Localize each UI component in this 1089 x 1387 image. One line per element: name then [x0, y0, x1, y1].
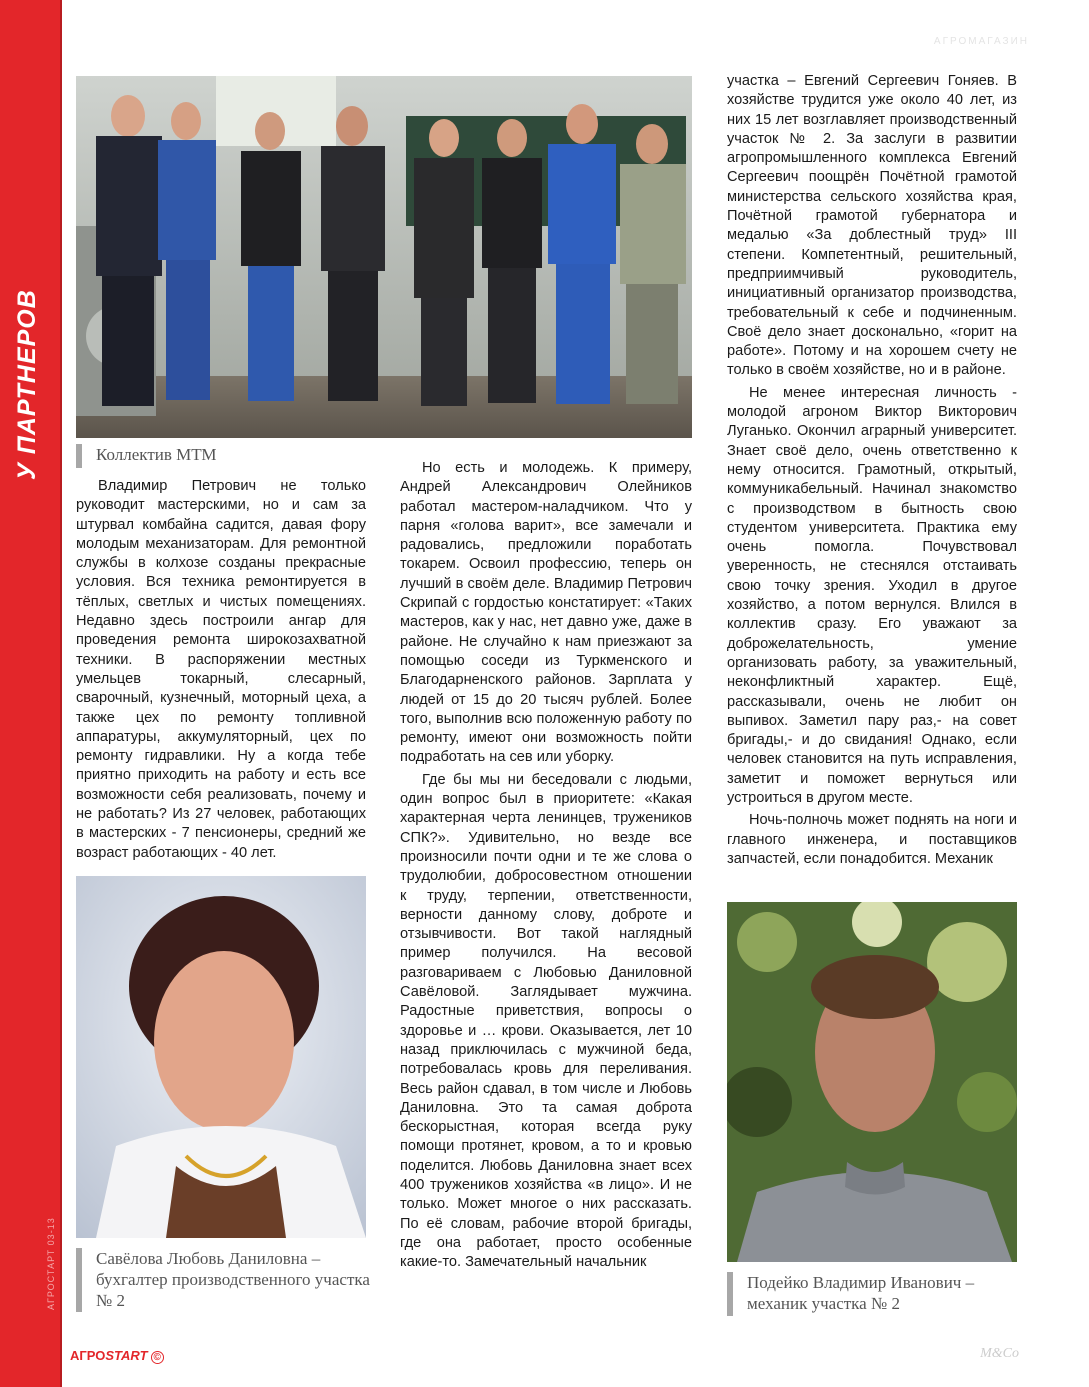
publication-logo	[70, 1348, 164, 1363]
article-column-3	[727, 72, 1017, 872]
paragraph: Но есть и молодежь. К примеру, Андрей Александрович Олейников работал мастером-наладчиком. Что у парня «голова варит», все замечали и радовались, предложили поработать токарем. Освоил профессию, теперь он лучший в своём деле. Владимир Петрович Скрипай с гордостью констатирует: «Таких мастеров, как у нас, нет давно уже, даже в районе. Не случайно к нам приезжают за помощью соседи из Туркменского и Благодарненского районов. Зарплата у людей от 15 до 20 тысяч рублей. Более того, выполнив всю положенную работу по ремонту, имеют они возможность пойти подработать на сев или уборку.	[400, 460, 692, 766]
logo-start: START	[105, 1348, 148, 1363]
section-title: У ПАРТНЕРОВ	[13, 289, 41, 480]
caption-text: Савёлова Любовь Даниловна – бухгалтер производственного участка № 2	[96, 1249, 370, 1310]
paragraph: участка – Евгений Сергеевич Гоняев. В хозяйстве трудится уже около 40 лет, из них 15 лет возглавляет производственный участок № 2. За заслуги в развитии агропромышленного комплекса Евгений Сергеевич поощрён Почётной грамотой министерства сельского хозяйства края, Почётной грамотой губернатора и медалью «За доблестный труд» III степени. Компетентный, решительный, предприимчивый руководитель, инициативный организатор производства, требовательный к себе и подчиненным. Своё дело знает досконально, «горит на работе». Потому и на хорошем счету не только в своём хозяйстве, но и в районе.	[727, 73, 1017, 379]
paragraph: Владимир Петрович не только руководит мастерскими, но и сам за штурвал комбайна садится, давая фору молодым механизаторам. Для ремонтной службы в колхозе созданы прекрасные условия. Вся техника ремонтируется в тёплых, светлых и чистых помещениях. Недавно здесь построили ангар для проведения ремонта широкозахватной техники. В распоряжении местных умельцев токарный, слесарный, сварочный, кузнечный, моторный цеха, а также цех по ремонту топливной аппаратуры, аккумуляторный, цех по ремонту гидравлики. Ну а когда тебе приятно приходить на работу и есть все возможности себя реализовать, почему и не работать? Из 27 человек, работающих в мастерских - 7 пенсионеры, средний же возраст работающих - 40 лет.	[76, 478, 366, 861]
logo-registered-icon: ©	[151, 1351, 164, 1364]
podeyko-photo	[727, 902, 1017, 1262]
footer-mark: M&Co	[980, 1346, 1019, 1361]
savelova-photo	[76, 876, 366, 1238]
savelova-caption	[76, 1248, 376, 1312]
article-column-2	[400, 459, 692, 1275]
paragraph: Где бы мы ни беседовали с людьми, один вопрос был в приоритете: «Какая характерная черта ленинцев, тружеников СПК?». Удивительно, но везде все произносили почти одни и те же слова о трудолюбии, добросовестном отношении к труду, терпении, ответственности, верности данному слову, доброте и отзывчивости. Вот такой наглядный пример получился. На весовой разговариваем с Любовью Даниловной Савёловой. Заглядывает мужчина. Радостные приветствия, вопросы о здоровье и … крови. Оказывается, лет 10 назад приключилась с мужчиной беда, потребовалась кровь для переливания. Весь район сдавал, в том числе и Любовь Даниловна. Это та самая доброта бескорыстная, которая всегда руку помощи протянет, кровом, а то и кровью поделится. Любовь Даниловна знает всех 400 тружеников хозяйства «в лицо». И не только. Может многое о них рассказать. По её словам, рабочие второй бригады, где она работает, просто особенные какие-то. Замечательный начальник	[400, 771, 692, 1271]
team-photo-caption	[76, 444, 376, 468]
issue-marker: АГРОСТАРТ 03-13	[46, 1217, 56, 1310]
podeyko-caption	[727, 1272, 1027, 1316]
caption-text: Подейко Владимир Иванович – механик участка № 2	[747, 1273, 975, 1313]
paragraph: Не менее интересная личность - молодой агроном Виктор Викторович Луганько. Окончил аграрный университет. Знает своё дело, очень ответственно к нему относится. Грамотный, открытый, коммуникабельный. Начинал знакомство с производством в бытность свою студентом университета. Практика ему очень помогла. Почувствовал уверенность, не стеснялся отстаивать свою точку зрения. Уходил в другое хозяйство, а потом вернулся. Влился в коллектив сразу. Его уважают за доброжелательность, умение организовать работу, за уважительный, неконфликтный характер. Ещё, рассказывали, очень не любит он выпивох. Заметил пару раз,- на совет бригады,- и до свидания! Однако, если человек становится на путь исправления, заметит и поможет вернуться или устроиться в другом месте.	[727, 384, 1017, 806]
logo-agro: АГРО	[70, 1348, 106, 1363]
team-photo	[76, 76, 692, 438]
paragraph: Ночь-полночь может поднять на ноги и главного инженера, и поставщиков запчастей, если понадобится. Механик	[727, 812, 1017, 867]
article-column-1	[76, 477, 366, 866]
side-band-edge	[60, 0, 62, 1387]
side-band	[0, 0, 62, 1387]
caption-text: Коллектив МТМ	[96, 445, 217, 464]
header-watermark: АГРОМАГАЗИН	[933, 36, 1029, 47]
